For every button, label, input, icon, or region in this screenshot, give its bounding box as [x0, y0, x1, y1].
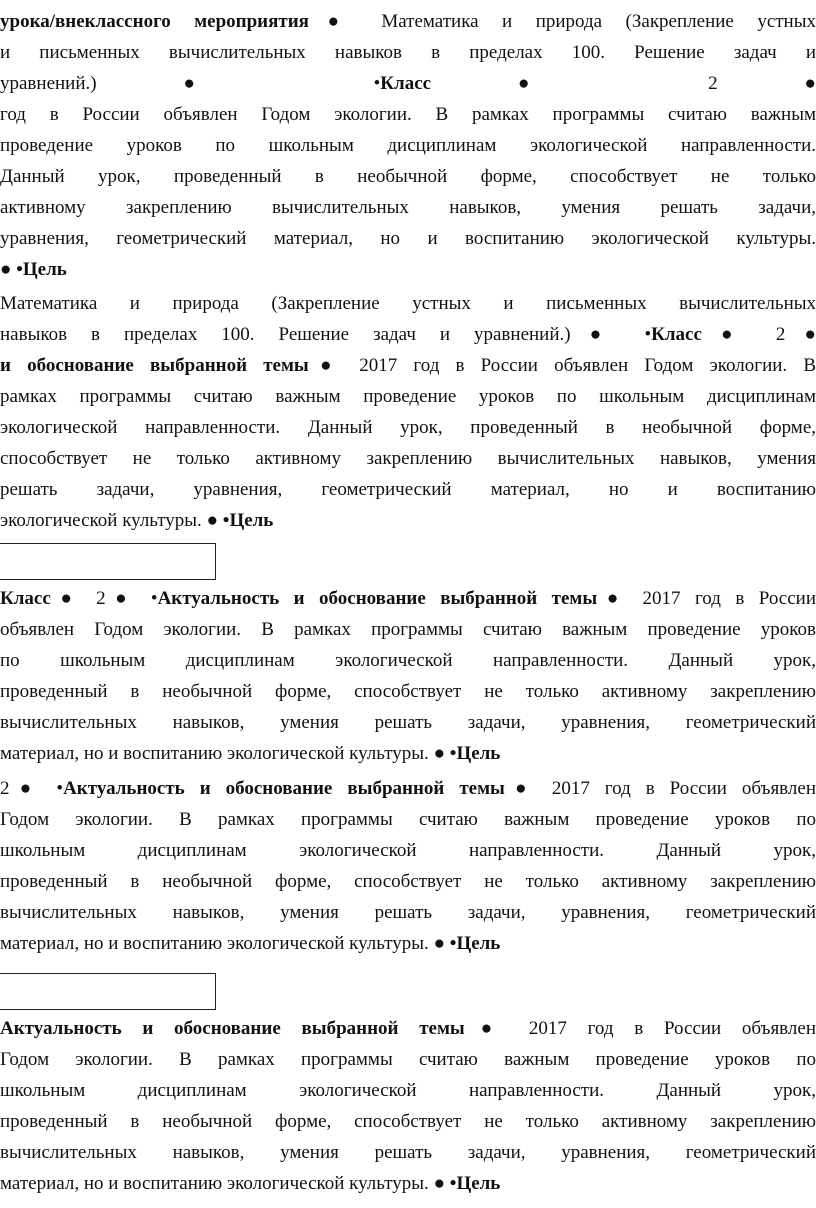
- text-line: [0, 288, 816, 319]
- text-line: [0, 1168, 816, 1199]
- text-line: [0, 223, 816, 254]
- text-run: по школьным дисциплинам экологической направленности. Данный урок,: [0, 650, 816, 671]
- text-run: 2● •: [0, 778, 64, 799]
- text-line: [0, 412, 816, 443]
- text-run: объявлен Годом экологии. В рамках программы считаю важным проведение уроков: [0, 619, 816, 640]
- text-run: способствует не только активному закреплению вычислительных навыков, умения: [0, 448, 816, 469]
- text-run: Годом экологии. В рамках программы считаю важным проведение уроков по: [0, 1049, 816, 1070]
- text-line: [0, 738, 816, 769]
- bold-text: ● •Цель: [206, 510, 274, 531]
- bold-text: Актуальность и обоснование выбранной темы●: [157, 588, 643, 609]
- text-run: проведенный в необычной форме, способствует не только активному закреплению: [0, 1111, 816, 1132]
- bold-text: и обоснование выбранной темы●: [0, 355, 360, 376]
- text-line: [0, 928, 816, 959]
- text-block-5: [0, 1013, 816, 1199]
- text-run: навыков в пределах 100. Решение задач и уравнений.)● •: [0, 324, 652, 345]
- text-run: Данный урок, проведенный в необычной форме, способствует не только: [0, 166, 816, 187]
- text-run: 2017 год в России объявлен: [528, 1018, 816, 1039]
- text-line: [0, 614, 816, 645]
- text-run: и письменных вычислительных навыков в пределах 100. Решение задач и: [0, 42, 816, 63]
- text-run: проведенный в необычной форме, способствует не только активному закреплению: [0, 681, 816, 702]
- text-line: [0, 99, 816, 130]
- empty-box-2: [0, 973, 216, 1010]
- text-run: школьным дисциплинам экологической направленности. Данный урок,: [0, 840, 816, 861]
- bold-text: Класс●: [380, 73, 709, 94]
- text-run: школьным дисциплинам экологической направленности. Данный урок,: [0, 1080, 816, 1101]
- text-line: [0, 161, 816, 192]
- text-line: [0, 1137, 816, 1168]
- text-line: [0, 1044, 816, 1075]
- text-run: проведенный в необычной форме, способствует не только активному закреплению: [0, 871, 816, 892]
- text-line: [0, 443, 816, 474]
- bold-text: Класс●: [651, 324, 776, 345]
- text-run: вычислительных навыков, умения решать задачи, уравнения, геометрический: [0, 902, 816, 923]
- text-run: вычислительных навыков, умения решать задачи, уравнения, геометрический: [0, 712, 816, 733]
- text-run: 2017 год в России объявлен Годом экологии. В: [359, 355, 816, 376]
- text-run: материал, но и воспитанию экологической культуры.: [0, 1173, 434, 1194]
- bold-text: ● •Цель: [0, 259, 67, 280]
- text-line: [0, 1013, 816, 1044]
- text-line: [0, 192, 816, 223]
- text-line: [0, 68, 816, 99]
- text-run: Математика и природа (Закрепление устных и письменных вычислительных: [0, 293, 816, 314]
- text-run: 2017 год в России: [642, 588, 816, 609]
- text-line: [0, 897, 816, 928]
- text-line: [0, 773, 816, 804]
- text-run: 2017 год в России объявлен: [551, 778, 816, 799]
- bold-text: Актуальность и обоснование выбранной темы●: [63, 778, 552, 799]
- text-run: активному закреплению вычислительных навыков, умения решать задачи,: [0, 197, 816, 218]
- text-line: [0, 804, 816, 835]
- text-line: [0, 835, 816, 866]
- text-line: [0, 381, 816, 412]
- text-line: [0, 350, 816, 381]
- text-run: экологической культуры.: [0, 510, 207, 531]
- bold-text: Актуальность и обоснование выбранной темы●: [0, 1018, 529, 1039]
- text-block-4: [0, 773, 816, 959]
- text-line: [0, 505, 816, 536]
- text-run: рамках программы считаю важным проведение уроков по школьным дисциплинам: [0, 386, 816, 407]
- text-run: Годом экологии. В рамках программы считаю важным проведение уроков по: [0, 809, 816, 830]
- bold-text: ● •Цель: [433, 933, 501, 954]
- text-block-3: [0, 583, 816, 769]
- text-line: [0, 866, 816, 897]
- text-line: [0, 254, 816, 285]
- text-run: материал, но и воспитанию экологической культуры.: [0, 933, 434, 954]
- text-line: [0, 1106, 816, 1137]
- text-run: 2● •: [96, 588, 158, 609]
- text-run: экологической направленности. Данный урок, проведенный в необычной форме,: [0, 417, 816, 438]
- text-run: вычислительных навыков, умения решать задачи, уравнения, геометрический: [0, 1142, 816, 1163]
- text-line: [0, 707, 816, 738]
- empty-box-1: [0, 543, 216, 580]
- text-run: решать задачи, уравнения, геометрический материал, но и воспитанию: [0, 479, 816, 500]
- text-line: [0, 583, 816, 614]
- text-line: [0, 676, 816, 707]
- bold-text: Класс●: [0, 588, 97, 609]
- text-run: материал, но и воспитанию экологической культуры.: [0, 743, 434, 764]
- text-line: [0, 319, 816, 350]
- text-line: [0, 645, 816, 676]
- text-run: уравнений.)● •: [0, 73, 381, 94]
- bold-text: ● •Цель: [433, 1173, 501, 1194]
- text-line: [0, 6, 816, 37]
- text-line: [0, 130, 816, 161]
- text-run: 2●: [775, 324, 816, 345]
- text-line: [0, 37, 816, 68]
- text-line: [0, 474, 816, 505]
- text-run: проведение уроков по школьным дисциплинам экологической направленности.: [0, 135, 816, 156]
- text-run: Математика и природа (Закрепление устных: [381, 11, 816, 32]
- text-run: 2●: [708, 73, 816, 94]
- text-block-1: [0, 6, 816, 285]
- text-block-2: [0, 288, 816, 536]
- bold-text: ● •Цель: [433, 743, 501, 764]
- text-run: уравнения, геометрический материал, но и воспитанию экологической культуры.: [0, 228, 816, 249]
- bold-text: урока/внеклассного мероприятия●: [0, 11, 382, 32]
- text-line: [0, 1075, 816, 1106]
- text-run: год в России объявлен Годом экологии. В рамках программы считаю важным: [0, 104, 816, 125]
